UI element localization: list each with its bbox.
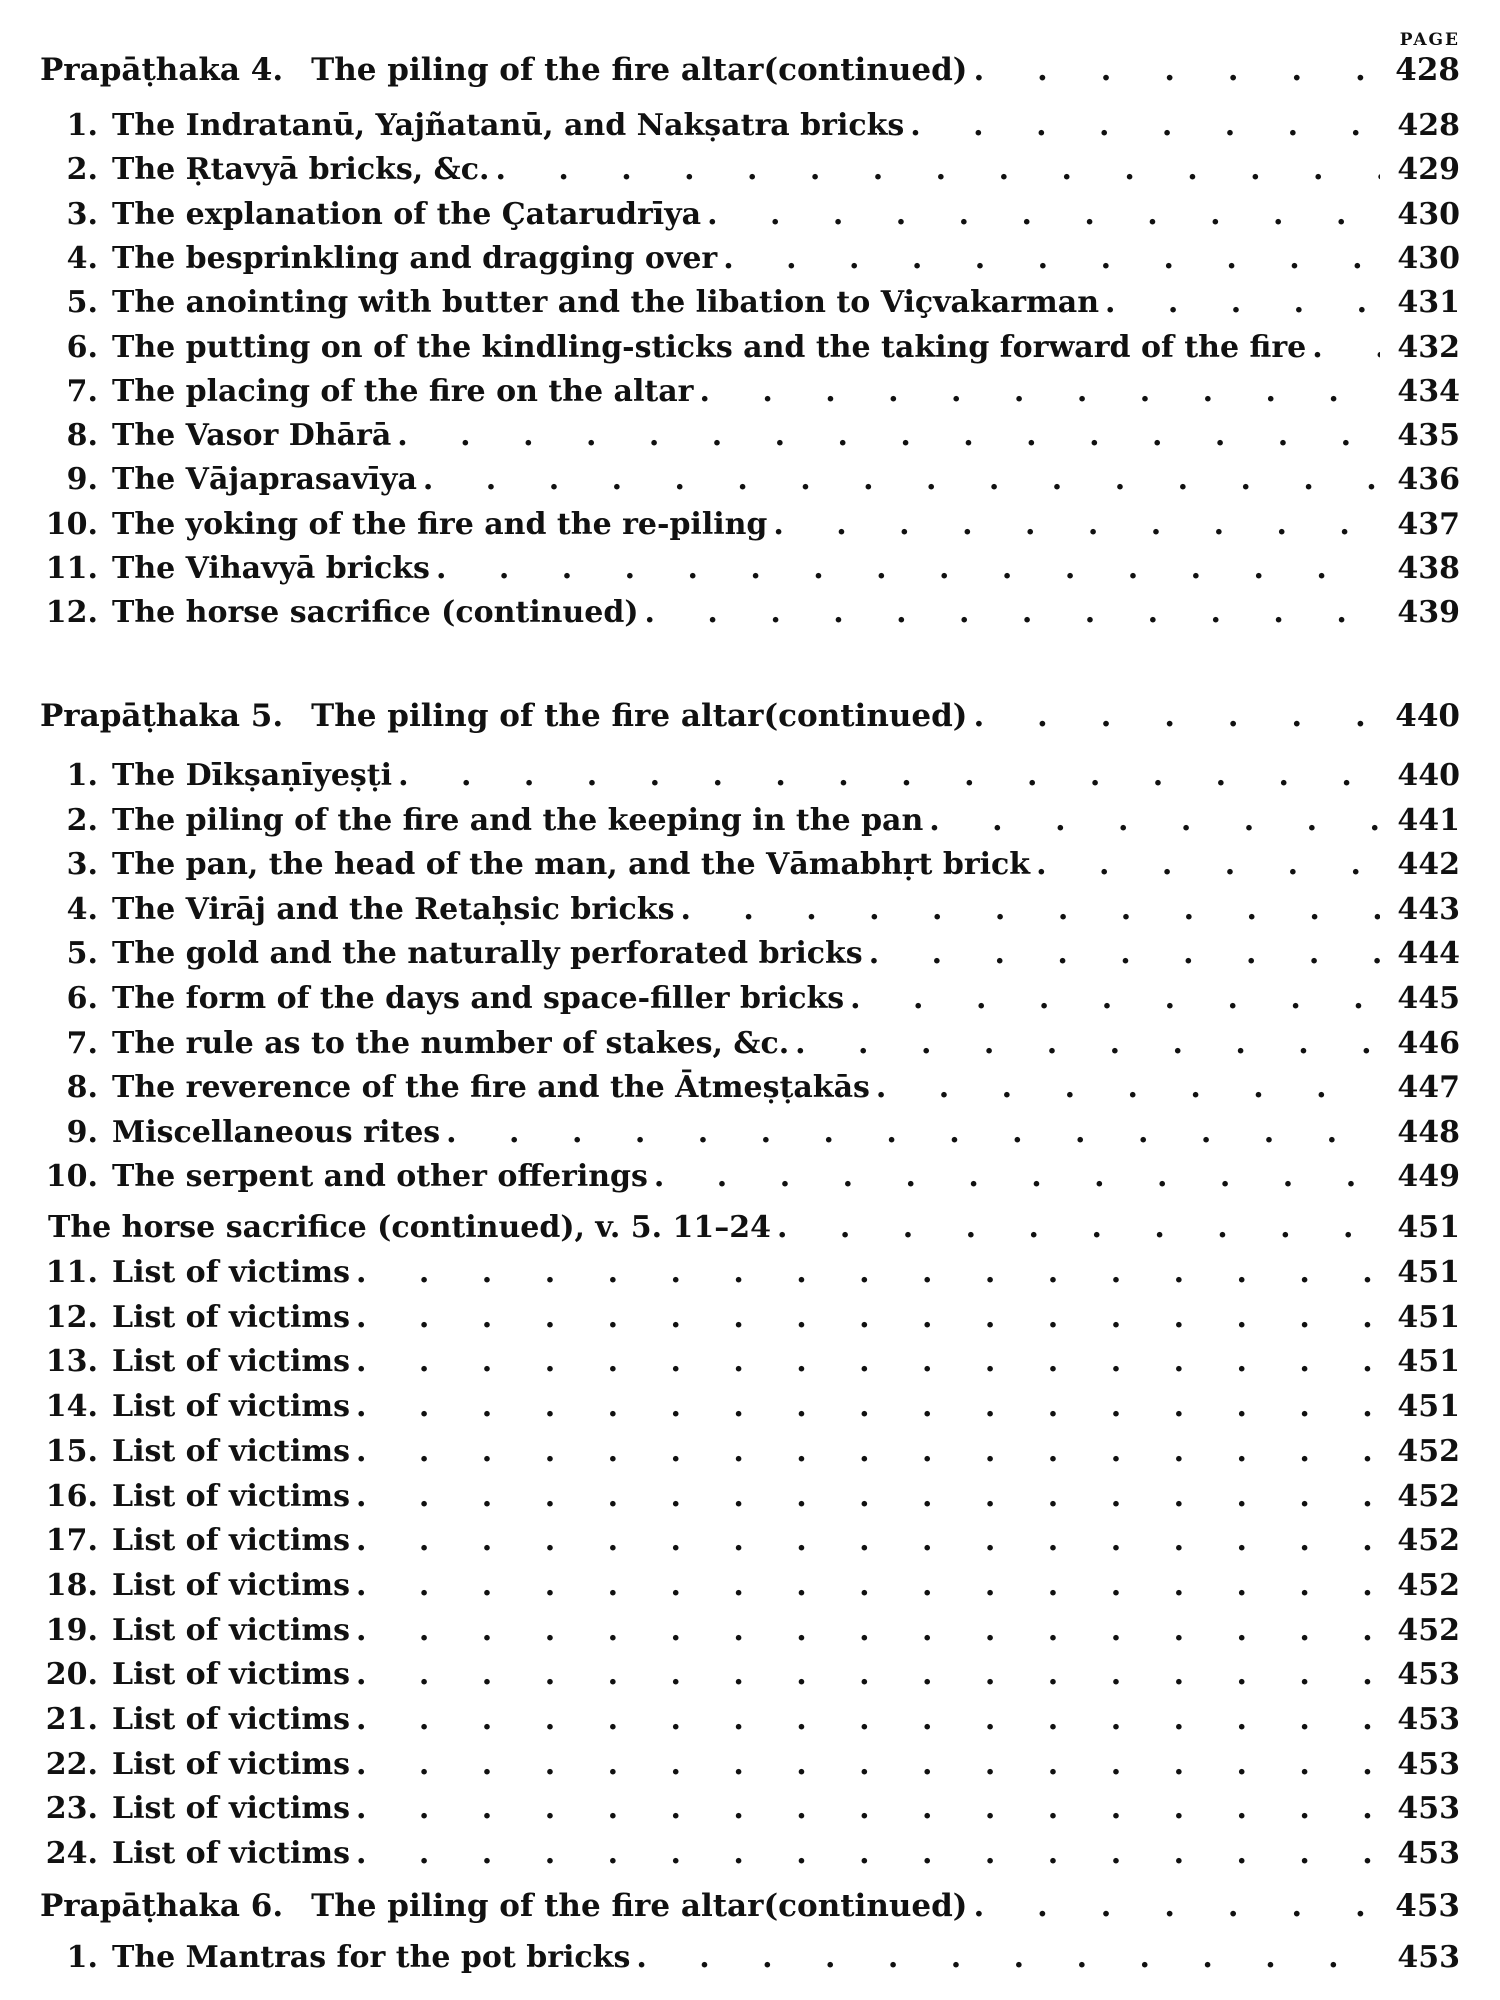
entry-number: 4. [66,240,98,276]
dot-leader [350,1613,1380,1648]
page-number: 452 [1397,1567,1460,1603]
entry-number: 8. [66,418,98,454]
entry-title: List of victims [112,1702,351,1737]
toc-entry [40,152,1460,194]
dot-leader [789,1026,1380,1061]
dot-leader [923,803,1380,838]
dot-leader [350,1300,1380,1335]
section-title: The piling of the fire altar [311,698,764,734]
page-number: 453 [1397,1836,1460,1872]
toc-entry [40,1747,1460,1789]
dot-leader [350,1523,1380,1558]
section-heading [40,52,1460,94]
dot-leader [674,892,1380,927]
entry-title: List of victims [112,1433,351,1469]
entry-title: The yoking of the fire and the re-piling [112,506,768,542]
section-note: (continued) [763,698,968,734]
entry-number: 3. [66,196,98,232]
section-title: The piling of the fire altar [311,52,764,88]
entry-number: 10. [45,1159,98,1195]
page-number: 442 [1397,847,1460,883]
toc-entry [40,1389,1460,1431]
dot-leader [967,698,1380,734]
entry-number: 9. [66,462,98,498]
page-number: 453 [1397,1657,1460,1693]
entry-number: 7. [66,1025,98,1061]
page-number: 438 [1397,551,1460,586]
entry-title: The pan, the head of the man, and the Vāmabhṛt brick [112,847,1031,883]
section-heading [40,698,1460,740]
page-number: 445 [1397,981,1460,1016]
dot-leader [967,52,1380,88]
page-number: 446 [1397,1025,1460,1061]
section-title: The piling of the fire altar [311,1888,764,1924]
entry-number: 12. [45,1299,98,1335]
dot-leader [648,1159,1380,1194]
entry-number: 5. [66,936,98,972]
section-subheading [40,1210,1460,1252]
toc-entry [40,330,1460,372]
page-number: 444 [1397,936,1460,972]
page-number: 451 [1397,1210,1460,1245]
page-column-label: PAGE [1399,30,1460,50]
dot-leader [771,1210,1380,1245]
toc-entry [40,936,1460,978]
toc-entry [40,1613,1460,1655]
page-number: 452 [1397,1478,1460,1514]
entry-title: Miscellaneous rites [112,1114,441,1150]
dot-leader [350,1255,1380,1290]
toc-entry [40,1479,1460,1521]
entry-title: The besprinkling and dragging over [112,240,718,276]
dot-leader [350,1389,1380,1424]
entry-title: List of victims [112,1836,351,1872]
section-note: (continued) [763,52,968,88]
entry-title: List of victims [112,1255,351,1290]
entry-number: 7. [66,373,98,409]
entry-number: 14. [45,1389,98,1425]
entry-number: 19. [45,1612,98,1648]
entry-title: The putting on of the kindling-sticks and the taking forward of the fire [112,329,1307,365]
entry-title: The piling of the fire and the keeping in the pan [112,802,924,838]
entry-number: 24. [45,1836,98,1872]
toc-entry [40,462,1460,504]
toc-entry [40,758,1460,800]
entry-number: 1. [66,1940,98,1975]
toc-entry [40,551,1460,593]
entry-number: 5. [66,285,98,321]
toc-entry [40,892,1460,934]
page-number: 443 [1397,891,1460,927]
dot-leader [1030,847,1380,882]
entry-number: 20. [45,1657,98,1693]
toc-entry [40,374,1460,416]
dot-leader [350,1568,1380,1603]
dot-leader [904,108,1380,143]
toc-entry [40,1940,1460,1982]
toc-entry [40,1344,1460,1386]
toc-entry [40,981,1460,1023]
entry-number: 10. [45,506,98,542]
page-number: 452 [1397,1433,1460,1469]
entry-title: List of victims [112,1389,351,1425]
toc-entry [40,1255,1460,1297]
entry-number: 11. [45,1255,98,1290]
entry-title: The Vājaprasavīya [112,462,417,498]
page-number: 453 [1397,1746,1460,1782]
dot-leader [489,152,1380,187]
toc-entry [40,1300,1460,1342]
dot-leader [639,595,1380,630]
page-number: 428 [1395,52,1460,88]
entry-title: The gold and the naturally perforated bricks [112,936,863,972]
entry-title: The form of the days and space-filler bricks [112,981,845,1016]
page-number: 453 [1395,1888,1460,1924]
page-number: 440 [1395,698,1460,734]
page-number: 435 [1397,418,1460,454]
page-number: 431 [1397,285,1460,321]
dot-leader [350,1479,1380,1514]
toc-entry [40,1568,1460,1610]
page-number: 453 [1397,1791,1460,1827]
entry-title: List of victims [112,1299,351,1335]
entry-title: List of victims [112,1612,351,1648]
dot-leader [630,1940,1380,1975]
page-number: 449 [1397,1159,1460,1195]
page-number: 452 [1397,1523,1460,1559]
entry-title: The reverence of the fire and the Ātmeṣṭakās [112,1070,870,1106]
page-number: 447 [1397,1070,1460,1106]
dot-leader [1306,330,1380,365]
page-number: 451 [1397,1344,1460,1380]
entry-title: The Indratanū, Yajñatanū, and Nakṣatra bricks [112,108,905,143]
page-number: 441 [1397,802,1460,838]
entry-title: The Dīkṣaṇīyeṣṭi [112,758,393,793]
page-number: 432 [1397,329,1460,365]
toc-entry [40,285,1460,327]
dot-leader [350,1791,1380,1826]
entry-number: 15. [45,1433,98,1469]
toc-entry [40,847,1460,889]
entry-title: List of victims [112,1791,351,1827]
toc-entry [40,418,1460,460]
dot-leader [392,758,1380,793]
page-number: 452 [1397,1612,1460,1648]
dot-leader [863,936,1380,971]
toc-entry [40,1836,1460,1878]
page-number: 453 [1397,1940,1460,1975]
entry-title: The horse sacrifice (continued) [112,595,639,631]
entry-title: The Ṛtavyā bricks, &c. [112,152,490,188]
dot-leader [350,1747,1380,1782]
page-number: 434 [1397,373,1460,409]
entry-title: List of victims [112,1746,351,1782]
page-number: 439 [1397,595,1460,631]
section-number: Prapāṭhaka 4. [40,52,284,88]
entry-number: 3. [66,847,98,883]
toc-entry [40,1159,1460,1201]
page-number: 428 [1397,108,1460,143]
page-number: 440 [1397,758,1460,793]
entry-number: 16. [45,1478,98,1514]
toc-entry [40,1702,1460,1744]
page-number: 451 [1397,1299,1460,1335]
entry-title: List of victims [112,1478,351,1514]
page-number: 451 [1397,1389,1460,1425]
entry-title: The anointing with butter and the libation to Viçvakarman [112,285,1100,321]
entry-title: The rule as to the number of stakes, &c. [112,1025,790,1061]
toc-entry [40,1026,1460,1068]
dot-leader [350,1344,1380,1379]
dot-leader [350,1434,1380,1469]
toc-entry [40,1657,1460,1699]
entry-number: 22. [45,1746,98,1782]
entry-number: 1. [66,108,98,143]
entry-number: 23. [45,1791,98,1827]
entry-number: 8. [66,1070,98,1106]
dot-leader [870,1070,1380,1105]
dot-leader [701,197,1380,232]
entry-number: 6. [66,329,98,365]
entry-number: 17. [45,1523,98,1559]
section-number: Prapāṭhaka 5. [40,698,284,734]
page-number: 451 [1397,1255,1460,1290]
dot-leader [717,241,1380,276]
dot-leader [391,418,1380,453]
section-note: (continued) [763,1888,968,1924]
entry-number: 18. [45,1567,98,1603]
dot-leader [350,1702,1380,1737]
entry-title: List of victims [112,1344,351,1380]
toc-entry [40,1791,1460,1833]
entry-number: 2. [66,152,98,188]
dot-leader [767,507,1380,542]
subheading-title: The horse sacrifice (continued), v. 5. 11–24 [48,1210,771,1245]
entry-number: 13. [45,1344,98,1380]
dot-leader [430,551,1380,586]
dot-leader [844,981,1380,1016]
toc-entry [40,1070,1460,1112]
page-number: 430 [1397,196,1460,232]
page-number: 429 [1397,152,1460,188]
dot-leader [417,462,1380,497]
entry-number: 12. [45,595,98,631]
entry-title: The serpent and other offerings [112,1159,648,1195]
toc-entry [40,803,1460,845]
toc-entry [40,1434,1460,1476]
entry-title: The Virāj and the Retaḥsic bricks [112,891,675,927]
toc-entry [40,197,1460,239]
entry-number: 21. [45,1702,98,1737]
entry-title: The explanation of the Çatarudrīya [112,196,702,232]
section-number: Prapāṭhaka 6. [40,1888,284,1924]
entry-number: 2. [66,802,98,838]
section-heading [40,1888,1460,1930]
entry-number: 9. [66,1114,98,1150]
toc-entry [40,507,1460,549]
entry-number: 1. [66,758,98,793]
dot-leader [693,374,1380,409]
page-number: 448 [1397,1114,1460,1150]
toc-entry [40,1523,1460,1565]
entry-title: The placing of the fire on the altar [112,373,694,409]
entry-title: The Vihavyā bricks [112,551,430,586]
entry-title: The Vasor Dhārā [112,418,392,454]
page-number: 436 [1397,462,1460,498]
dot-leader [440,1115,1380,1150]
entry-number: 6. [66,981,98,1016]
entry-title: List of victims [112,1657,351,1693]
entry-title: The Mantras for the pot bricks [112,1940,631,1975]
entry-title: List of victims [112,1523,351,1559]
dot-leader [350,1657,1380,1692]
page-number: 453 [1397,1702,1460,1737]
toc-entry [40,595,1460,637]
entry-number: 11. [45,551,98,586]
toc-entry [40,108,1460,150]
page-number: 430 [1397,240,1460,276]
dot-leader [1099,285,1380,320]
toc-entry [40,241,1460,283]
dot-leader [967,1888,1380,1924]
entry-title: List of victims [112,1567,351,1603]
entry-number: 4. [66,891,98,927]
toc-entry [40,1115,1460,1157]
dot-leader [350,1836,1380,1871]
page-number: 437 [1397,506,1460,542]
